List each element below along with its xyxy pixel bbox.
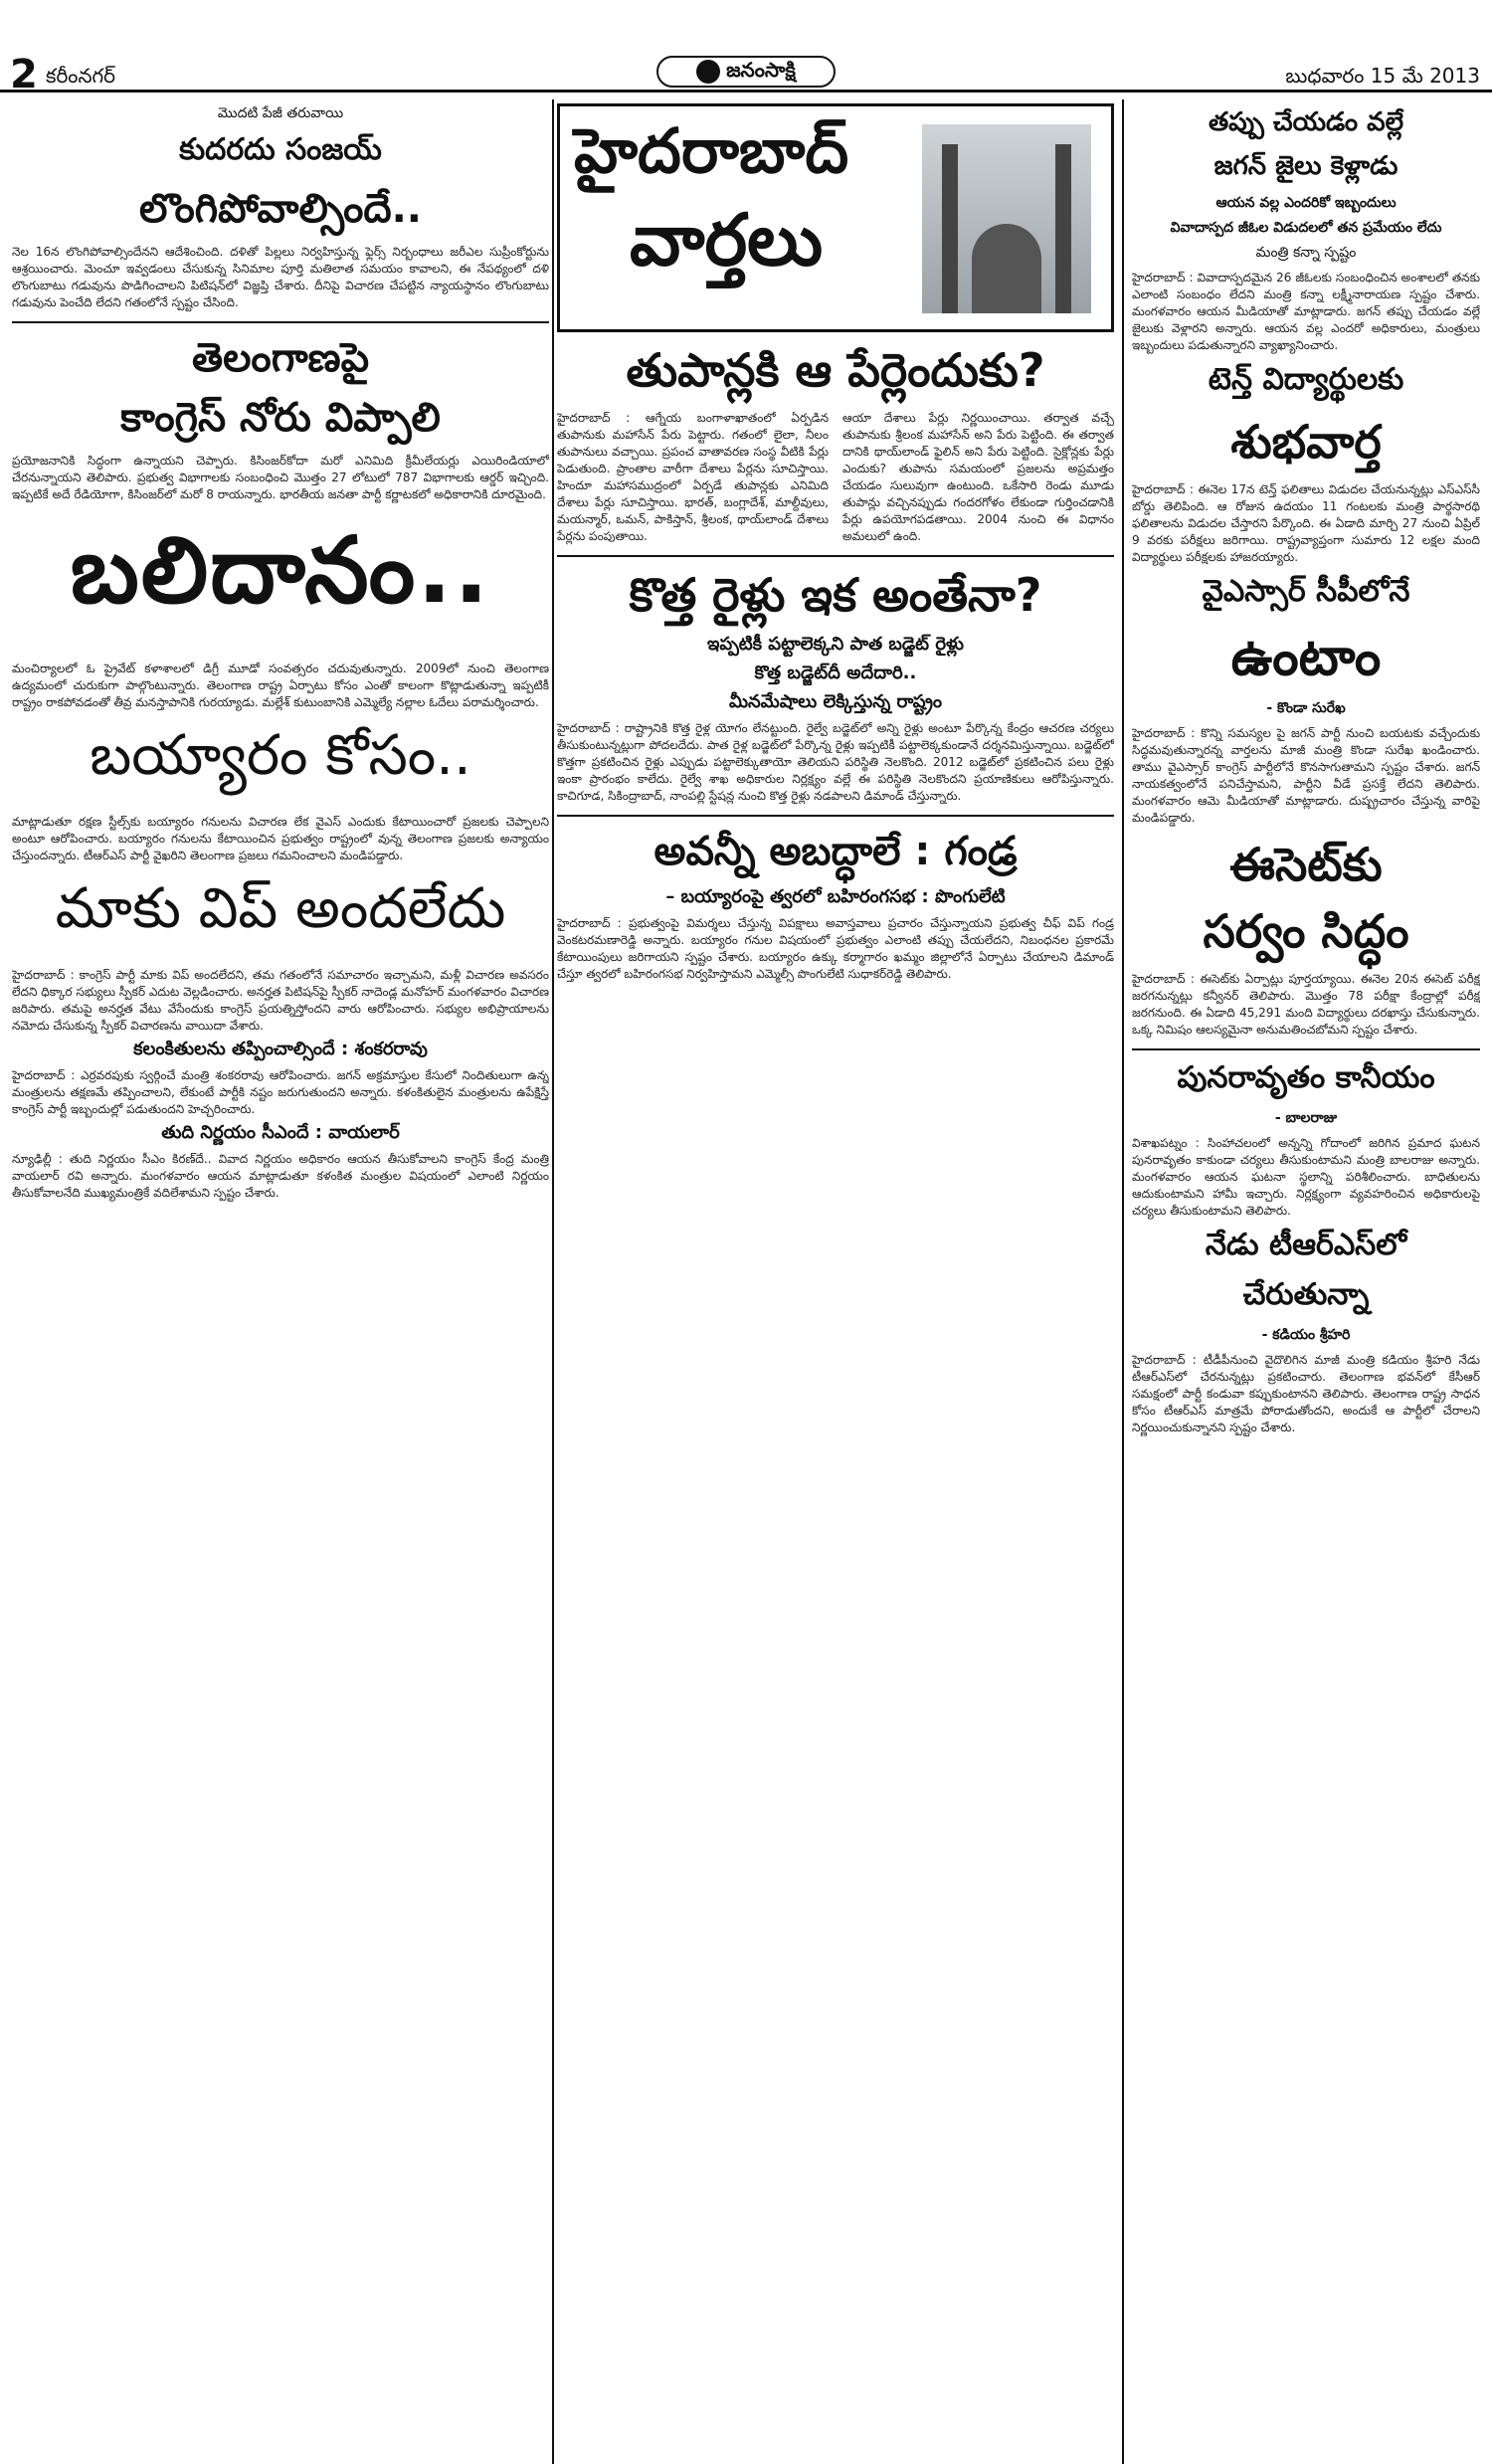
article-body: న్యూఢిల్లీ : తుది నిర్ణయం సీఎం కిరణ్‌దే.. వివాద నిర్ణయం అధికారం ఆయన తీసుకోవాలని కాంగ్రెస్ కేంద్ర మంత్రి వాయలార్ రవి అన్నారు. మంగళవారం ఆయన మాట్లాడుతూ కళంకిత మంత్రుల విషయంలో ఎలాంటి నిర్ణయం తీసుకోవాలనేది ముఖ్యమంత్రికే వదిలేశామని స్పష్టం చేశారు. <box>12 1152 549 1200</box>
article-body: హైదరాబాద్ : ఆగ్నేయ బంగాళాఖాతంలో ఏర్పడిన తుపానుకు మహాసేన్ పేరు పెట్టారు. గతంలో లైలా, నీలం తుపానులు వచ్చాయి. ప్రపంచ వాతావరణ సంస్థ వీటికి పేర్లు పెడుతుంది. ప్రాంతాల వారీగా దేశాలు పేర్లను సూచిస్తాయి. హిందూ మహాసముద్రంలో ఏర్పడే తుపాన్లకు ఎనిమిది దేశాలు పేర్లు సూచిస్తాయి. భారత్, బంగ్లాదేశ్, మాల్దీవులు, మయన్మార్, ఒమన్, పాకిస్తాన్, శ్రీలంక, థాయ్‌లాండ్ దేశాలు పేర్లను పంపుతాయి. <box>557 410 829 543</box>
article-title-2: శుభవార్త <box>1230 415 1382 469</box>
article-title: బలిదానం.. <box>70 517 491 624</box>
hyderabad-news-banner <box>557 103 1114 332</box>
article-title-2: ఉంటాం <box>1230 627 1382 687</box>
article-body: హైదరాబాద్ : ఎర్రవరపుకు స్వర్గించే మంత్రి శంకరరావు ఆరోపించారు. జగన్ అక్రమాస్తుల కేసులో నిందితులుగా ఉన్న మంత్రులను తక్షణమే తప్పించాలని, లేకుంటే పార్టీకి నష్టం జరుగుతుందని అన్నారు. కళంకితులైన మంత్రులను ఉపేక్షిస్తే కాంగ్రెస్ పార్టీ ఇబ్బందుల్లో పడుతుందని హెచ్చరించారు. <box>12 1068 549 1116</box>
article-title: మాకు విప్ అందలేదు <box>55 876 506 941</box>
masthead-logo-icon <box>696 60 720 84</box>
article-title: అవన్నీ అబద్ధాలే : గండ్ర <box>653 829 1018 874</box>
article-body: నెల 16న లొంగిపోవాల్సిందేనని ఆదేశించింది. దళితో పిల్లలు నిర్వహిస్తున్న ఫ్లెర్స్ నిర్బంధాలు జరీఎల సుప్రీంకోర్టును ఆశ్రయించారు. మెంచూ ఇవ్వడంలు చేసుకున్న సినిమాల పూర్తి మతిలాత సమయం కావాలని, ఈ నేపథ్యంలో దళి లొంగుబాటు గడువును పొడిగించాలని పిటిషన్‌లో విజ్ఞప్తి చేశారు. దీనిపై విచారణ చేపట్టిన న్యాయస్థానం లొంగుబాటు గడువును పెంచేది లేదని గతంలోనే స్పష్టం చేసింది. <box>12 245 549 309</box>
article-title: కుదరదు సంజయ్ <box>179 132 382 167</box>
article-body: హైదరాబాద్ : రాష్ట్రానికి కొత్త రైళ్ల యోగం లేనట్టుంది. రైల్వే బడ్జెట్‌లో అన్ని రైళ్లు అంటూ పేర్కొన్న కేంద్రం ఆచరణ చర్యలు తీసుకుంటున్నట్లుగా పోదలదేదు. పాత రైళ్ల బడ్జెట్‌లో పేర్కొన్న రైళ్లు ఇప్పటికీ పట్టాలెక్కకుండానే దర్శనమిస్తున్నాయి. బడ్జెట్‌లో కొత్తగా ప్రకటించిన రైళ్లు ఎప్పుడు పట్టాలెక్కుతాయో తెలియని పరిస్థితి నెలకొంది. 2012 బడ్జెట్‌లో ప్రకటించిన పలు రైళ్లు ఇంకా ప్రారంభం కాలేదు. రైల్వే శాఖ అధికారుల నిర్లక్ష్యం వల్లే ఈ పరిస్థితి నెలకొందని ప్రయాణికులు ఆరోపిస్తున్నారు. కాచిగూడ, సికింద్రాబాద్, నాంపల్లి స్టేషన్ల నుంచి కొత్త రైళ్లు నడపాలని డిమాండ్ చేస్తున్నారు. <box>557 721 1114 803</box>
article-body: ఆయా దేశాలు పేర్లు నిర్ణయించాయి. తర్వాత వచ్చే తుపానుకు శ్రీలంక మహాసేన్ అని పేరు పెట్టింది. ఈ తర్వాత దానికి థాయ్‌లాండ్ ఫైలిన్ అని పేరు పెట్టింది. సైక్లోన్లకు పేర్లు ఎందుకు? తుపాను సమయంలో ప్రజలను అప్రమత్తం చేయడం సులువుగా ఉంటుంది. ఒకేసారి రెండు మూడు తుపాన్లు వచ్చినప్పుడు గందరగోళం లేకుండా గుర్తించడానికి పేర్లు ఉపయోగపడతాయి. 2004 నుంచి ఈ విధానం అమలులో ఉంది. <box>842 410 1114 543</box>
header-rule <box>0 90 1492 93</box>
masthead <box>656 56 836 88</box>
column-divider <box>552 99 554 2464</box>
article-subtitle: కాంగ్రెస్ నోరు విప్పాలి <box>120 395 441 441</box>
article-body: హైదరాబాద్ : కాంగ్రెస్ పార్టీ మాకు విప్ అందలేదని, తమ గతంలోనే సమాచారం ఇచ్చామని, మళ్లీ విచారణ అవసరం లేదని ధిక్కార సభ్యులు స్పీకర్ ఎదుట వెల్లడించారు. అనర్హత పిటిషన్‌పై స్పీకర్ నాదెండ్ల మనోహర్ మంగళవారం విచారణ జరిపారు. తమపై అనర్హత వేటు వేసేందుకు కాంగ్రెస్ ప్రయత్నిస్తోందని వారు ఆరోపించారు. సభ్యుల అభిప్రాయాలను నమోదు చేసుకున్న స్పీకర్ విచారణను వాయిదా వేశారు. <box>12 968 549 1033</box>
article-subtitle: వివాదాస్పద జీఓల విడుదలలో తన ప్రమేయం లేదు <box>1170 220 1442 236</box>
article-body: హైదరాబాద్ : టీడీపీనుంచి వైదొలిగిన మాజీ మంత్రి కడియం శ్రీహరి నేడు టీఆర్ఎస్‌లో చేరనున్నట్లు ప్రకటించారు. తెలంగాణ భవన్‌లో కేసీఆర్ సమక్షంలో పార్టీ కండువా కప్పుకుంటానని తెలిపారు. తెలంగాణ రాష్ట్ర సాధన కోసం టీఆర్ఎస్ మాత్రమే పోరాడుతోందని, అందుకే ఆ పార్టీలో చేరాలని నిర్ణయించుకున్నానని స్పష్టం చేశారు. <box>1132 1352 1480 1434</box>
article-body: హైదరాబాద్ : ప్రభుత్వంపై విమర్శలు చేస్తున్న విపక్షాలు అవాస్తవాలు ప్రచారం చేస్తున్నాయని ప్రభుత్వ చీఫ్ విప్ గండ్ర వెంకటరమణారెడ్డి అన్నారు. బయ్యారం గనుల విషయంలో ప్రభుత్వం ఎలాంటి తప్పు చేయలేదని, నిబంధనల ప్రకారమే కేటాయింపులు జరిగాయని స్పష్టం చేశారు. బయ్యారం ఉక్కు కర్మాగారం ఖమ్మం జిల్లాలోనే ఏర్పాటు చేయాలని డిమాండ్ చేస్తూ త్వరలో బహిరంగసభ నిర్వహిస్తామని ఎమ్మెల్సీ పొంగులేటి సుధాకర్‌రెడ్డి తెలిపారు. <box>557 916 1114 981</box>
divider <box>12 321 549 323</box>
article-title-2: సర్వం సిద్ధం <box>1203 904 1409 958</box>
article-title: ఈసెట్‌కు <box>1229 837 1383 891</box>
article-title: పునరావృతం కానీయం <box>1177 1059 1435 1095</box>
article-title: టెన్త్ విద్యార్థులకు <box>1208 362 1404 397</box>
masthead-title: జనంసాక్షి <box>726 57 796 82</box>
banner-title: హైదరాబాద్ <box>574 114 849 187</box>
article-body: మంచిర్యాలలో ఓ ప్రైవేట్ కళాశాలలో డిగ్రీ మూడో సంవత్సరం చదువుతున్నారు. 2009లో నుంచి తెలంగాణ ఉద్యమంలో చురుకుగా పాల్గొంటున్నారు. తెలంగాణ రాష్ట్ర ఏర్పాటు కోసం ఎంతో కాలంగా కొట్లాడుతున్నా ఇప్పటికీ రాష్ట్రం రాకపోవడంతో తీవ్ర మనస్తాపానికి గురయ్యాడు. మల్లేశ్ కుటుంబానికి ఎమ్మెల్యే నల్లాల ఓదేలు పరామర్శించారు. <box>12 662 549 709</box>
article-title: కలంకితులను తప్పించాల్సిందే : శంకరరావు <box>133 1039 428 1059</box>
article-title: కొత్త రైళ్లు ఇక అంతేనా? <box>629 567 1042 622</box>
banner-title-2: వార్తలు <box>630 198 824 282</box>
article-title-2: చేరుతున్నా <box>1242 1276 1370 1312</box>
article-title-2: జగన్ జైలు కెళ్లాడు <box>1213 151 1399 181</box>
article-body-columns <box>557 410 1114 545</box>
article-title: బయ్యారం కోసం.. <box>90 723 471 788</box>
minaret <box>1055 144 1071 313</box>
article-body: హైదరాబాద్ : వివాదాస్పదమైన 26 జీఓలకు సంబంధించిన అంశాలలో తనకు ఎలాంటి సంబంధం లేదని మంత్రి కన్నా లక్ష్మీనారాయణ స్పష్టం చేశారు. మంగళవారం ఆయన మీడియాతో మాట్లాడారు. జగన్ తప్పు చేయడం వల్లే జైలుకు వెళ్లారని అన్నారు. ఆయన వల్ల ఎందరో అధికారులు, మంత్రులు ఇబ్బందులు పడుతున్నారని వ్యాఖ్యానించారు. <box>1132 271 1480 352</box>
article-body: మాట్లాడుతూ రక్షణ స్టీల్స్‌కు బయ్యారం గనులను విచారణ లేక వైఎస్ ఎందుకు కేటాయించారో ప్రజలకు చెప్పాలని అంటూ ఆరోపించారు. బయ్యారం గనులను కేటాయించిన ప్రభుత్వం రాష్ట్రంలో వున్న తెలంగాణ ప్రజలకు అన్యాయం చేస్తుందన్నారు. టీఆర్‌ఎస్ పార్టీ వైఖరిని తెలంగాణ ప్రజలు గమనించాలని మండిపడ్డారు. <box>12 815 549 862</box>
divider <box>1132 1048 1480 1050</box>
page-header <box>0 0 1492 97</box>
article-subtitle: - బాలరాజు <box>1274 1109 1338 1126</box>
article-subtitle: - కొండా సురేఖ <box>1266 699 1346 716</box>
column-left <box>12 99 549 2464</box>
article-title: నేడు టీఆర్ఎస్‌లో <box>1205 1227 1407 1262</box>
article-subtitle: ఇప్పటికీ పట్టాలెక్కని పాత బడ్జెట్ రైళ్లు <box>707 634 964 655</box>
divider <box>557 555 1114 557</box>
dateline: బుధవారం 15 మే 2013 <box>1285 64 1480 88</box>
article-body: హైదరాబాద్ : కొన్ని సమస్యల పై జగన్ పార్టీ నుంచి బయటకు వచ్చేందుకు సిద్ధమవుతున్నారన్న వార్తలను మాజీ మంత్రి కొండా సురేఖ ఖండించారు. తాము వైఎస్సార్ కాంగ్రెస్ పార్టీలోనే కొనసాగుతామని స్పష్టం చేశారు. జగన్ నాయకత్వంలోనే పనిచేస్తామని, పార్టీని వీడే ప్రసక్తే లేదని తెలిపారు. మంగళవారం ఆమె మీడియాతో మాట్లాడారు. దుష్ప్రచారం చేస్తున్న వారిపై మండిపడ్డారు. <box>1132 725 1480 825</box>
column-divider <box>1122 99 1124 2464</box>
article-subtitle: లొంగిపోవాల్సిందే.. <box>139 186 422 232</box>
article-subtitle: మీనమేషాలు లెక్కిస్తున్న రాష్ట్రం <box>728 691 943 712</box>
edition-name: కరీంనగర్ <box>46 64 115 88</box>
article-title: తెలంగాణపై <box>191 335 370 381</box>
article-title: తుది నిర్ణయం సీఎందే : వాయలార్ <box>161 1122 400 1143</box>
article-body: హైదరాబాద్ : ఈనెల 17న టెన్త్ ఫలితాలు విడుదల చేయనున్నట్లు ఎస్‌ఎస్‌సీ బోర్డు తెలిపింది. ఆ రోజున ఉదయం 11 గంటలకు మంత్రి పార్థసారథి ఫలితాలను విడుదల చేస్తారని పేర్కొంది. ఈ ఏడాది మార్చి 27 నుంచి ఏప్రిల్ 9 వరకు పరీక్షలు జరిగాయి. రాష్ట్రవ్యాప్తంగా సుమారు 12 లక్షల మంది విద్యార్థులు పరీక్షలకు హాజరయ్యారు. <box>1132 481 1480 564</box>
charminar-photo <box>922 124 1091 313</box>
article-body: విశాఖపట్నం : సింహాచలంలో అన్నన్ని గోదాంలో జరిగిన ప్రమాద ఘటన పునరావృతం కాకుండా చర్యలు తీసుకుంటామని మంత్రి బాలరాజు అన్నారు. మంగళవారం ఆయన ఘటనా స్థలాన్ని పరిశీలించారు. బాధితులను ఆదుకుంటామని హామీ ఇచ్చారు. నిర్లక్ష్యంగా వ్యవహరించిన అధికారులపై చర్యలు తీసుకుంటామని తెలిపారు. <box>1132 1135 1480 1218</box>
article-title: తప్పు చేయడం వల్లే <box>1208 107 1404 137</box>
minaret <box>942 144 958 313</box>
divider <box>557 815 1114 817</box>
article-subtitle: – బయ్యారంపై త్వరలో బహిరంగసభ : పొంగులేటి <box>665 886 1006 907</box>
article-title: తుపాన్లకి ఆ పేర్లెందుకు? <box>626 343 1045 397</box>
column-middle <box>557 99 1114 2464</box>
article-subtitle: కొత్త బడ్జెట్‌దీ అదేదారి.. <box>754 663 917 683</box>
article-subtitle: ఆయన వల్ల ఎందరికో ఇబ్బందులు <box>1215 195 1397 211</box>
column-right <box>1132 99 1480 2464</box>
article-body: హైదరాబాద్ : ఈసెట్‌కు ఏర్పాట్లు పూర్తయ్యాయి. ఈనెల 20న ఈసెట్ పరీక్ష జరగనున్నట్లు కన్వీనర్ తెలిపారు. మొత్తం 78 పరీక్షా కేంద్రాల్లో పరీక్ష జరగనుంది. ఈ ఏడాది 45,291 మంది విద్యార్థులు దరఖాస్తు చేసుకున్నారు. ఒక్క నిమిషం ఆలస్యమైనా అనుమతించబోమని స్పష్టం చేశారు. <box>1132 971 1480 1037</box>
article-subtitle: మంత్రి కన్నా స్పష్టం <box>1255 245 1357 261</box>
article-body: ప్రయోజనానికి సిద్ధంగా ఉన్నాయని చెప్పారు. కిసింజర్‌కోదా మరో ఎనిమిది క్రీమీలేయర్లు ఎయిరిండియాలో చేరనున్నాయని తెలిపారు. ప్రభుత్వ విభాగాలకు సంబంధించి మొత్తం 27 లోటులో 787 విభాగాలకు ఆర్డర్ ఇచ్చింది. ఇప్పటికే అదే రేడియోగా, కిసింజర్‌లో మరో 8 రాయన్నారు. భారతీయ జనతా పార్టీ కర్ణాటకలో అధికారానికి దూరమైంది. <box>12 454 549 501</box>
arch <box>972 224 1041 313</box>
page-number: 2 <box>10 52 38 97</box>
article-subtitle: - కడియం శ్రీహరి <box>1261 1326 1351 1343</box>
article-title: వైఎస్సార్ సీపీలోనే <box>1202 573 1410 609</box>
kicker: మొదటి పేజీ తరువాయి <box>217 105 344 121</box>
